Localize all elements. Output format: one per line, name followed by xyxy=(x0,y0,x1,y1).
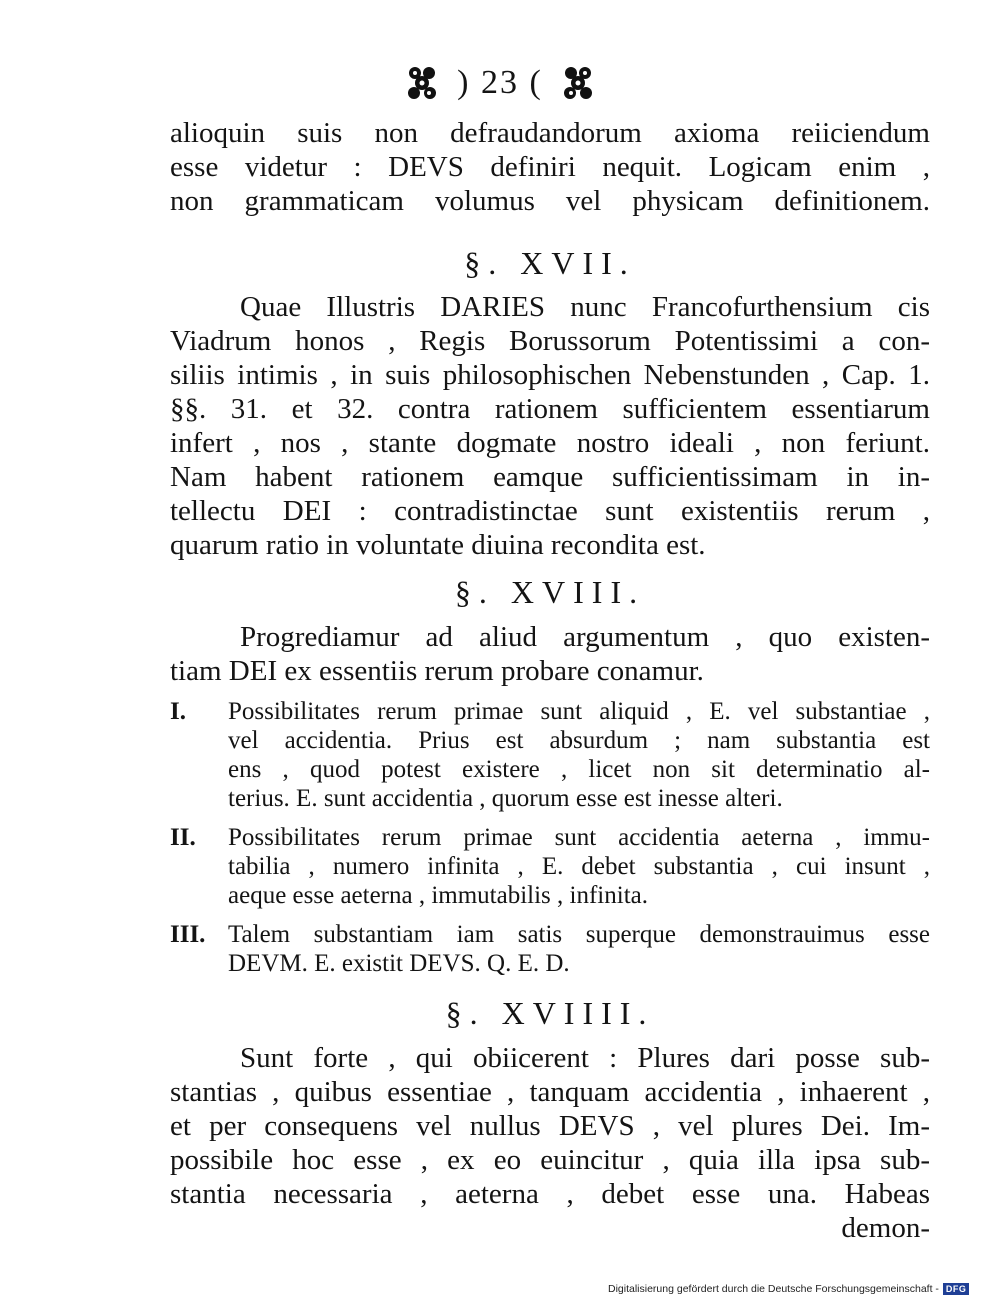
catchword: demon- xyxy=(841,1212,930,1244)
text-line: stantia necessaria , aeterna , debet esse una. Habeas xyxy=(170,1178,930,1210)
paragraph-19 xyxy=(170,1041,930,1245)
text-line: Progrediamur ad aliud argumentum , quo existen- xyxy=(240,621,930,653)
text-line: vel accidentia. Prius est absurdum ; nam substantia est xyxy=(228,727,930,754)
text-line: esse videtur : DEVS definiri nequit. Logicam enim , xyxy=(170,151,930,183)
text-line: siliis intimis , in suis philosophischen Nebenstunden , Cap. 1. xyxy=(170,359,930,391)
text-line: §§. 31. et 32. contra rationem sufficientem essentiarum xyxy=(170,393,930,425)
text-line: alioquin suis non defraudandorum axioma reiiciendum xyxy=(170,117,930,149)
text-line: Sunt forte , qui obiicerent : Plures dari posse sub- xyxy=(240,1042,930,1074)
text-line: Quae Illustris DARIES nunc Francofurthensium cis xyxy=(240,291,930,323)
text-line: tabilia , numero infinita , E. debet substantia , cui insunt , xyxy=(228,853,930,880)
list-item-number: I. xyxy=(170,698,186,725)
text-line: Possibilitates rerum primae sunt aliquid , E. vel substantiae , xyxy=(228,698,930,725)
paragraph-18 xyxy=(170,620,930,688)
text-line: stantias , quibus essentiae , tanquam accidentia , inhaerent , xyxy=(170,1076,930,1108)
list-item xyxy=(170,920,930,978)
text-line: tiam DEI ex essentiis rerum probare conamur. xyxy=(170,655,704,687)
section-heading-17: §. XVII. xyxy=(464,245,636,281)
page-header xyxy=(0,58,1000,108)
text-line: et per consequens vel nullus DEVS , vel plures Dei. Im- xyxy=(170,1110,930,1142)
paragraph-17 xyxy=(170,290,930,562)
text-line: tellectu DEI : contradistinctae sunt existentiis rerum , xyxy=(170,495,930,527)
text-line: Viadrum honos , Regis Borussorum Potentissimi a con- xyxy=(170,325,930,357)
dfg-logo: DFG xyxy=(943,1283,970,1295)
numbered-list xyxy=(170,697,930,978)
page-number: ) 23 ( xyxy=(457,64,543,101)
text-line: terius. E. sunt accidentia , quorum esse est inesse alteri. xyxy=(228,785,783,812)
list-item-number: III. xyxy=(170,921,206,948)
list-item-number: II. xyxy=(170,824,196,851)
text-line: Talem substantiam iam satis superque demonstrauimus esse xyxy=(228,921,930,948)
paragraph-continued xyxy=(170,116,930,218)
text-line: Possibilitates rerum primae sunt accidentia aeterna , immu- xyxy=(228,824,930,851)
text-line: possibile hoc esse , ex eo euincitur , quia illa ipsa sub- xyxy=(170,1144,930,1176)
text-line: non grammaticam volumus vel physicam definitionem. xyxy=(170,185,930,217)
text-line: ens , quod potest existere , licet non sit determinatio al- xyxy=(228,756,930,783)
text-line: Nam habent rationem eamque sufficientissimam in in- xyxy=(170,461,930,493)
list-item xyxy=(170,823,930,910)
ornament-right-icon xyxy=(561,65,595,101)
text-line: DEVM. E. existit DEVS. Q. E. D. xyxy=(228,950,570,977)
ornament-left-icon xyxy=(405,65,439,101)
section-heading-19: §. XVIIII. xyxy=(445,995,655,1031)
list-item xyxy=(170,697,930,813)
digitization-footer xyxy=(608,1283,969,1295)
text-line: infert , nos , stante dogmate nostro ideali , non feriunt. xyxy=(170,427,930,459)
footer-text: Digitalisierung gefördert durch die Deutsche Forschungsgemeinschaft - xyxy=(608,1283,939,1295)
text-line: quarum ratio in voluntate diuina recondita est. xyxy=(170,529,706,561)
text-line: aeque esse aeterna , immutabilis , infinita. xyxy=(228,882,648,909)
section-heading-18: §. XVIII. xyxy=(454,574,646,610)
